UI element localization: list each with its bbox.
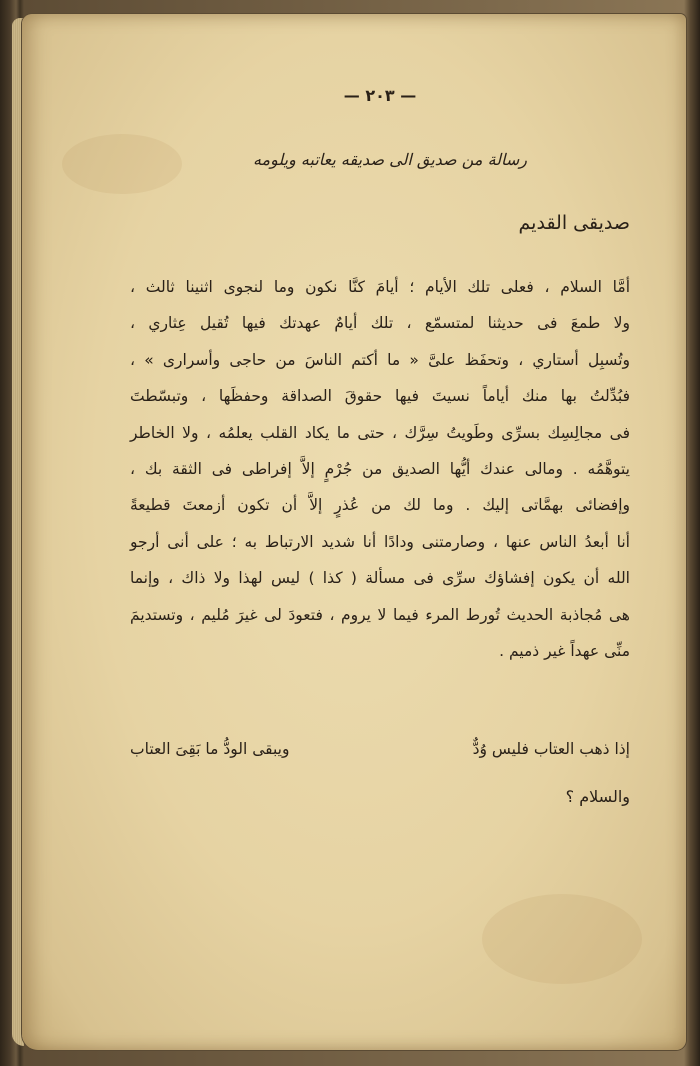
salutation: صديقى القديم xyxy=(518,212,630,234)
body-line: فبُدِّلتُ بها منك أياماً نسيتَ فيها حقوقَ الصداقة وحفظَها ، وتبسّطتَ xyxy=(130,387,630,406)
body-line: فى مجالِسِك بسرِّى وطَويتُ سِرَّك ، حتى ما يكاد القلب يعلمُه ، ولا الخاطر xyxy=(130,423,630,442)
body-line: أمَّا السلام ، فعلى تلك الأيام ؛ أيامَ كنَّا نكون وما لنجوى اثنينا ثالث ، xyxy=(130,278,630,296)
body-line: وتُسبِل أستاري ، وتحفَظ علىَّ « ما أكتم الناسَ من حاجى وأسرارى » ، xyxy=(130,350,630,369)
body-line: الله أن يكون إفشاؤك سرِّى فى مسألة ( كذا ) ليس لهذا ولا ذاك ، وإنما xyxy=(130,569,630,588)
verse-second-hemistich: ويبقى الودُّ ما بَقِىَ العتاب xyxy=(130,740,290,758)
poetry-verse xyxy=(130,740,630,768)
body-line: يتوهَّمُه . ومالى عندك أيُّها الصديق من جُرْمٍ إلاَّ إفراطى فى الثقة بك ، xyxy=(130,459,630,478)
body-line: منِّى عهداً غير ذميم . xyxy=(499,641,630,660)
body-line: ولا طمعَ فى حديثنا لمتسمّع ، تلك أيامٌ عهدتك فيها تُقيل عِثاري ، xyxy=(130,314,630,333)
closing: والسلام ؟ xyxy=(565,787,630,806)
body-line: أنا أبعدُ الناس عنها ، وصارمتنى ودادًا أنا شديد الارتباط به ؛ على أنى أرجو xyxy=(130,532,630,551)
page-number: — ٢٠٣ — xyxy=(343,86,417,105)
page-title: رسالة من صديق الى صديقه يعاتبه ويلومه xyxy=(252,150,528,169)
paper-stain xyxy=(62,134,182,194)
verse-first-hemistich: إذا ذهب العتاب فليس وُدٌّ xyxy=(472,740,630,758)
letter-body xyxy=(130,272,630,672)
body-line: هى مُجاذبة الحديث تُورط المرء فيما لا يروم ، فتعودَ لى غيرَ مُليم ، وتستديمَ xyxy=(130,605,630,624)
paper-stain xyxy=(482,894,642,984)
body-line: وإفضائى بهمَّاتى إليك . وما لك من عُذرٍ إلاَّ أن تكون أزمعتَ قطيعةً xyxy=(130,496,630,515)
